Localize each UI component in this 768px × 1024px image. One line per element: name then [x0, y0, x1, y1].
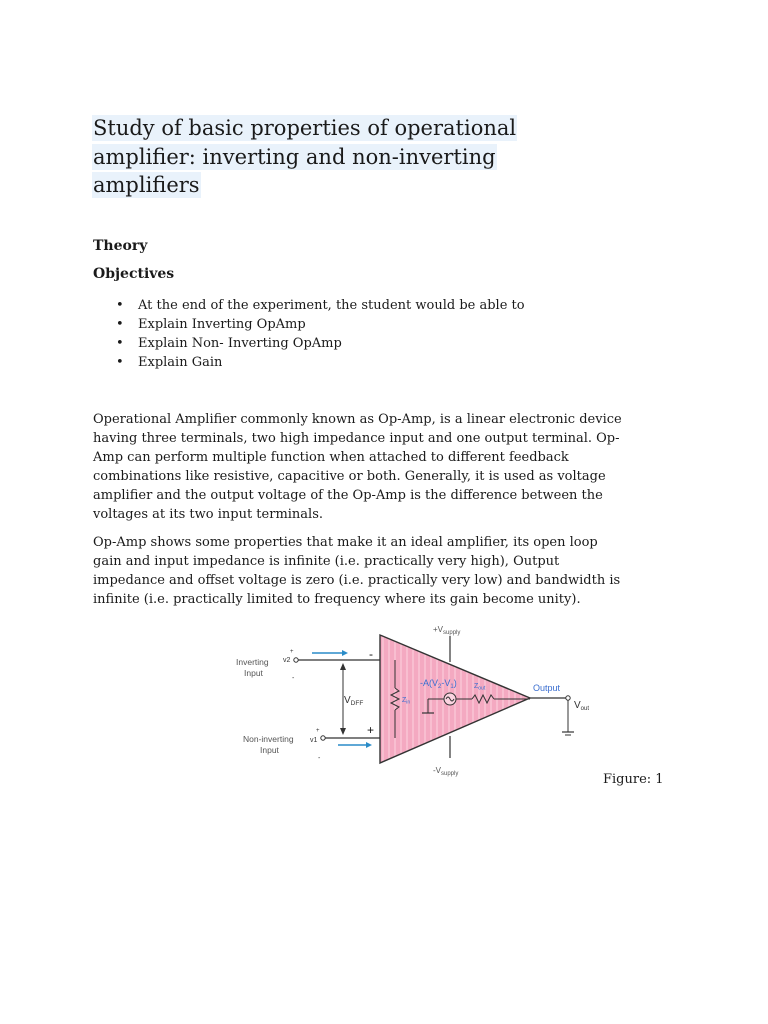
- paragraph-opamp-intro: Operational Amplifier commonly known as Op-Amp, is a linear electronic device having three terminals, two high impedance input and one output terminal. Op- Amp can perform multiple function when attached to different feedback combinations like resistive, capacitive or both. Generally, it is used as voltage amplifier and the output voltage of the Op-Amp is the difference between the voltages at its two input terminals.: [93, 412, 622, 522]
- list-item: • Explain Inverting OpAmp: [93, 315, 525, 334]
- list-item: • Explain Non- Inverting OpAmp: [93, 334, 525, 353]
- objectives-heading: Objectives: [93, 266, 175, 282]
- vsupply-pos-label: $+V_{supply}$: [433, 625, 461, 636]
- v2-plus-mark: +: [290, 649, 294, 655]
- theory-heading: Theory: [93, 238, 148, 254]
- gain-expression: $-A(V_2-V_1)$: [420, 678, 457, 690]
- v2-label: v2: [283, 657, 291, 664]
- inverting-arrow-head: [342, 650, 348, 656]
- vdiff-arrow-head-top: [340, 663, 346, 670]
- v1-plus-mark: +: [316, 728, 320, 734]
- vout-label: $V_{out}$: [574, 700, 590, 712]
- inverting-input-label: Inverting Input: [236, 657, 269, 678]
- zin-label: $Z_{in}$: [402, 697, 411, 706]
- noninverting-arrow-head: [366, 742, 372, 748]
- noninverting-plus-sign: +: [367, 723, 375, 737]
- figure-caption: Figure: 1: [603, 772, 664, 787]
- v2-terminal: [294, 658, 298, 662]
- objectives-list: [93, 296, 525, 372]
- output-terminal: [566, 696, 570, 700]
- v1-label: v1: [310, 737, 318, 744]
- vsupply-neg-label: $-V_{supply}$: [433, 766, 459, 777]
- v1-terminal: [321, 736, 325, 740]
- list-item: • Explain Gain: [93, 353, 525, 372]
- list-item: • At the end of the experiment, the student would be able to: [93, 296, 525, 315]
- output-label: Output: [533, 683, 561, 693]
- paragraph-opamp-properties: Op-Amp shows some properties that make it an ideal amplifier, its open loop gain and input impedance is infinite (i.e. practically very high), Output impedance and offset voltage is zero (i.e. practically very low) and bandwidth is infinite (i.e. practically limited to frequency where its gain become unity).: [93, 535, 621, 607]
- v2-minus-mark: -: [292, 675, 295, 682]
- noninverting-input-label: Non-inverting Input: [243, 734, 294, 755]
- v1-minus-mark: -: [318, 755, 321, 762]
- document-title: [92, 114, 592, 200]
- title-text: Study of basic properties of operational amplifier: inverting and non-inverting amplifiers: [93, 116, 517, 197]
- opamp-diagram: [230, 618, 610, 778]
- zout-label: $Z_{out}$: [474, 683, 486, 692]
- vdiff-arrow-head-bottom: [340, 728, 346, 735]
- vdiff-label: $V_{DFF}$: [344, 695, 364, 707]
- inverting-minus-sign: -: [369, 647, 373, 661]
